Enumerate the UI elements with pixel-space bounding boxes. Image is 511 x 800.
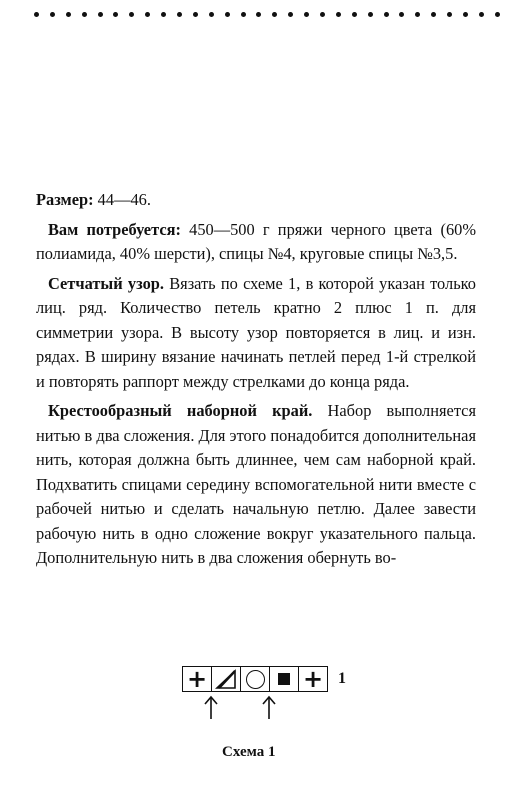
dot [479,12,484,17]
scheme-cell-2 [212,667,241,691]
mesh-pattern-text: Вязать по схеме 1, в которой указан только лиц. ряд. Количество петель кратно 2 плюс 1 п. для симметрии узора. В высоту узор повторяется в лиц. и изн. рядах. В ширину вязание начинать петлей перед 1-й стрелкой и повторять раппорт между стрелками до конца ряда. [36,273,476,391]
materials-paragraph [36,218,476,267]
dot [272,12,277,17]
dot [336,12,341,17]
dot [177,12,182,17]
materials-label: Вам потребуется: [48,219,181,239]
dot [463,12,468,17]
yarn-over-circle-icon [246,670,265,689]
dot [113,12,118,17]
mesh-pattern-label: Сетчатый узор. [48,273,164,293]
dot [225,12,230,17]
dot [320,12,325,17]
dot [241,12,246,17]
size-value: 44—46. [93,190,151,209]
dot [34,12,39,17]
dot [352,12,357,17]
repeat-start-arrow-icon [203,695,219,719]
dot [415,12,420,17]
no-stitch-square-icon [278,673,290,685]
dot [193,12,198,17]
dot [368,12,373,17]
scheme-row [182,666,328,692]
dot [447,12,452,17]
plus-icon: + [302,665,324,693]
repeat-end-arrow-icon [261,695,277,719]
dot [384,12,389,17]
dot [145,12,150,17]
scheme-cell-3 [241,667,270,691]
mesh-pattern-paragraph [36,272,476,395]
dot [66,12,71,17]
dot [431,12,436,17]
cast-on-edge-paragraph [36,399,476,571]
scheme-cell-1 [183,667,212,691]
dot [129,12,134,17]
dot [495,12,500,17]
size-paragraph [36,188,476,213]
row-number: 1 [338,670,346,687]
materials-text: 450—500 г пряжи черного цвета (60% полиамида, 40% шерсти), спицы №4, круговые спицы №3,5. [36,219,476,263]
dot [98,12,103,17]
k2tog-triangle-icon [214,668,238,690]
scheme-cell-4 [270,667,299,691]
knitting-scheme [182,666,382,756]
dot [209,12,214,17]
dot [82,12,87,17]
size-label: Размер: [36,190,94,209]
dot [288,12,293,17]
dot [161,12,166,17]
dot [399,12,404,17]
cast-on-edge-label: Крестообразный наборной край. [48,401,313,420]
scheme-cell-5 [299,667,327,691]
dot [304,12,309,17]
plus-icon: + [186,665,208,693]
top-dotted-rule [34,9,500,19]
article-body [36,188,476,576]
dot [256,12,261,17]
cast-on-edge-text: Набор выполняется нитью в два сложения. Для этого понадобится дополнительная нить, которая должна быть длиннее, чем сам наборной край. Подхватить спицами середину вспомогательной нити вместе с рабочей нитью и сделать начальную петлю. Далее завести рабочую нить в одно сложение вокруг указательного пальца. Дополнительную нить в два сложения обернуть во- [36,401,476,567]
scheme-caption: Схема 1 [222,744,276,760]
dot [50,12,55,17]
